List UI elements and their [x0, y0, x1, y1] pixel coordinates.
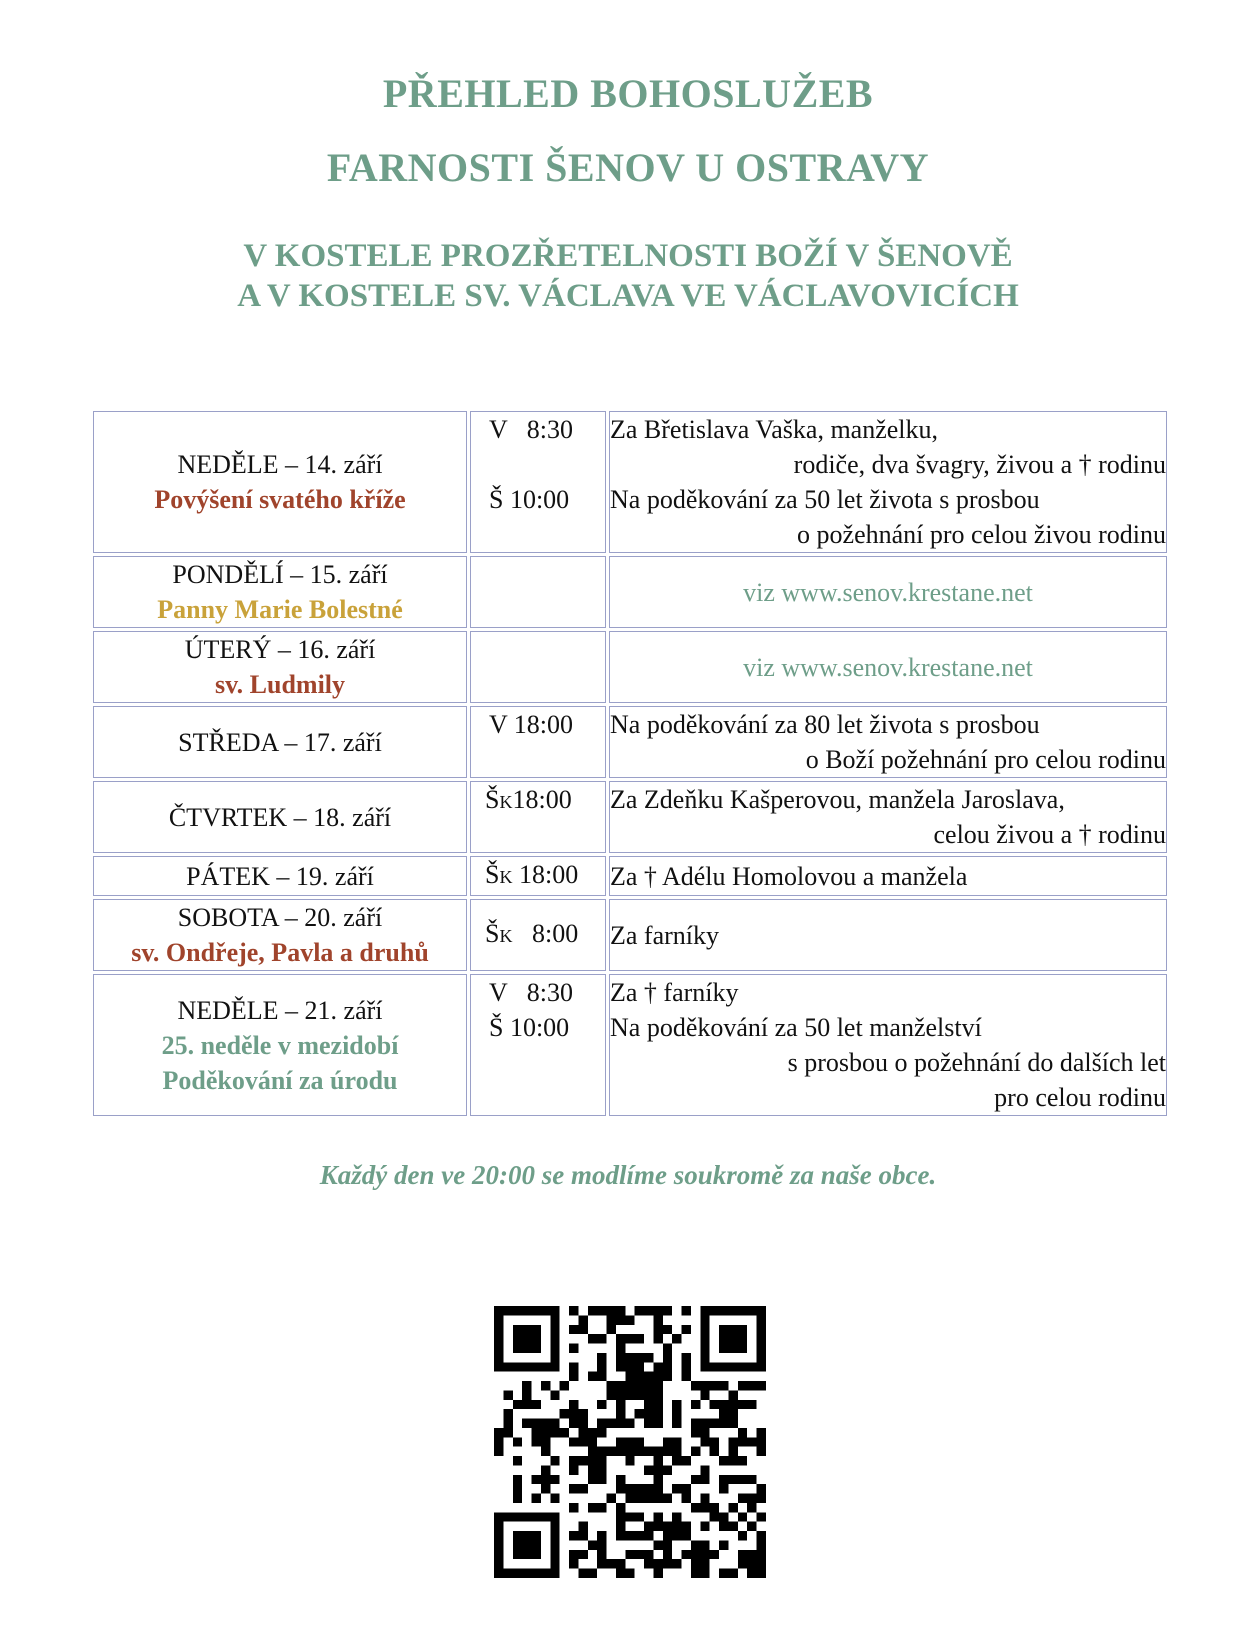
table-row — [93, 556, 1167, 628]
schedule-table — [90, 408, 1170, 1119]
time-cell — [470, 706, 606, 778]
day-cell — [93, 411, 467, 553]
mass-time: V 8:30 — [489, 415, 574, 444]
mass-time: Š 10:00 — [489, 485, 570, 514]
time-cell — [470, 974, 606, 1116]
time-cell — [470, 631, 606, 703]
feast-label: sv. Ludmily — [214, 670, 346, 699]
time-cell — [470, 556, 606, 628]
table-row — [93, 899, 1167, 971]
intention-text: Na poděkování za 50 let manželství — [610, 1013, 982, 1042]
intention-text: Za farníky — [610, 920, 720, 950]
intention-cell — [609, 556, 1167, 628]
day-label: PONDĚLÍ – 15. září — [172, 560, 388, 589]
intention-text: s prosbou o požehnání do dalších let — [787, 1048, 1166, 1077]
feast-label: sv. Ondřeje, Pavla a druhů — [131, 938, 429, 967]
website-link[interactable]: viz www.senov.krestane.net — [743, 577, 1033, 607]
intention-text: Na poděkování za 50 let života s prosbou — [610, 485, 1040, 514]
feast-label: Poděkování za úrodu — [162, 1065, 398, 1095]
table-row — [93, 856, 1167, 896]
intention-text: Za † Adélu Homolovou a manžela — [610, 861, 968, 891]
intention-text: rodiče, dva švagry, živou a † rodinu — [793, 450, 1166, 479]
day-label: STŘEDA – 17. září — [178, 727, 382, 757]
intention-text: celou živou a † rodinu — [933, 820, 1166, 849]
table-row — [93, 411, 1167, 553]
day-cell — [93, 781, 467, 853]
intention-text: o Boží požehnání pro celou rodinu — [805, 745, 1166, 774]
intention-cell — [609, 856, 1167, 896]
website-link[interactable]: viz www.senov.krestane.net — [743, 652, 1033, 682]
feast-label: Panny Marie Bolestné — [157, 595, 403, 624]
intention-text: Za † farníky — [610, 978, 739, 1007]
day-cell — [93, 631, 467, 703]
mass-time: V 8:30 — [489, 978, 574, 1007]
intention-cell — [609, 974, 1167, 1116]
intention-cell — [609, 781, 1167, 853]
mass-time: V 18:00 — [489, 710, 574, 739]
table-row — [93, 974, 1167, 1116]
intention-text: Na poděkování za 80 let života s prosbou — [610, 710, 1040, 739]
intention-text: pro celou rodinu — [994, 1083, 1166, 1112]
day-cell — [93, 556, 467, 628]
prayer-note: Každý den ve 20:00 se modlíme soukromě za naše obce. — [319, 1160, 937, 1190]
time-cell — [470, 899, 606, 971]
day-label: PÁTEK – 19. září — [186, 861, 374, 891]
page-title: PŘEHLED BOHOSLUŽEB — [382, 71, 874, 116]
qr-code-icon — [494, 1306, 766, 1578]
intention-cell — [609, 411, 1167, 553]
time-cell — [470, 781, 606, 853]
subtitle-church-1: V KOSTELE PROZŘETELNOSTI BOŽÍ V ŠENOVĚ — [243, 238, 1013, 274]
table-row — [93, 706, 1167, 778]
intention-cell — [609, 706, 1167, 778]
feast-label: Povýšení svatého kříže — [154, 485, 406, 514]
intention-text: o požehnání pro celou živou rodinu — [797, 520, 1166, 549]
mass-time: ŠK 18:00 — [485, 860, 579, 889]
mass-time: ŠK18:00 — [485, 785, 572, 814]
day-cell — [93, 856, 467, 896]
mass-time: Š 10:00 — [489, 1013, 570, 1042]
time-cell — [470, 411, 606, 553]
table-row — [93, 631, 1167, 703]
intention-text: Za Zdeňku Kašperovou, manžela Jaroslava, — [610, 785, 1065, 814]
day-label: SOBOTA – 20. září — [177, 903, 383, 932]
day-cell — [93, 974, 467, 1116]
day-label: ÚTERÝ – 16. září — [184, 635, 376, 664]
feast-label: 25. neděle v mezidobí — [161, 1030, 399, 1060]
day-label: NEDĚLE – 14. září — [177, 450, 383, 479]
intention-cell — [609, 899, 1167, 971]
day-cell — [93, 706, 467, 778]
table-row — [93, 781, 1167, 853]
intention-cell — [609, 631, 1167, 703]
subtitle-church-2: A V KOSTELE SV. VÁCLAVA VE VÁCLAVOVICÍCH — [237, 278, 1019, 314]
intention-text: Za Břetislava Vaška, manželku, — [610, 415, 939, 444]
page-title-parish: FARNOSTI ŠENOV U OSTRAVY — [326, 145, 930, 190]
day-cell — [93, 899, 467, 971]
day-label: ČTVRTEK – 18. září — [168, 802, 392, 832]
mass-time: ŠK 8:00 — [485, 919, 579, 948]
time-cell — [470, 856, 606, 896]
day-label: NEDĚLE – 21. září — [177, 995, 383, 1025]
